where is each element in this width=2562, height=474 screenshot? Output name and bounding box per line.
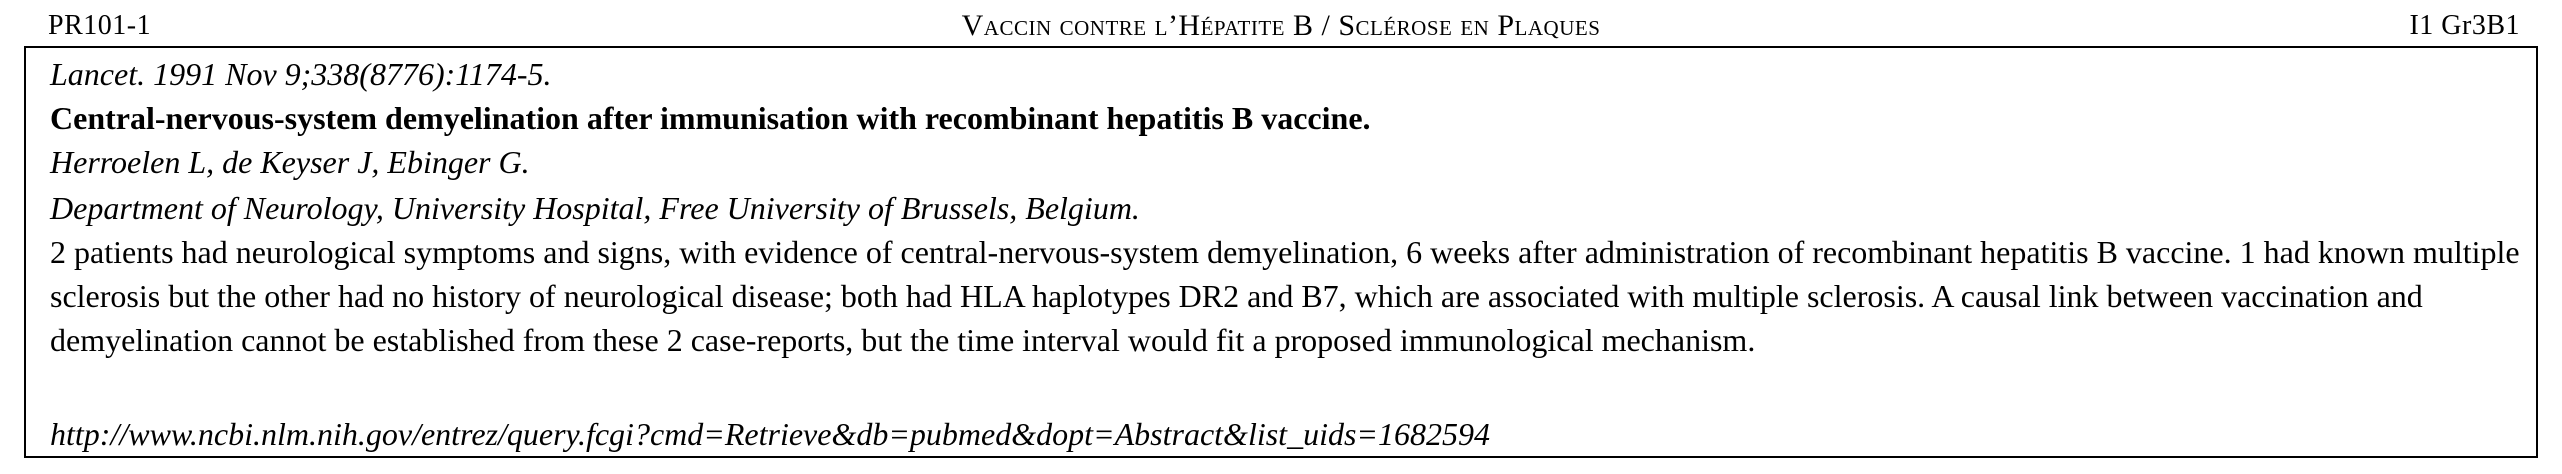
article-box (24, 46, 2538, 458)
abstract: 2 patients had neurological symptoms and signs, with evidence of central-nervous-system demyelination, 6 weeks after administration of recombinant hepatitis B vaccine. 1 had known multiple sclerosis but the other had no history of neurological disease; both had HLA haplotypes DR2 and B7, which are associated with multiple sclerosis. A causal link between vaccination and demyelination cannot be established from these 2 case-reports, but the time interval would fit a proposed immunological mechanism. (50, 234, 2520, 358)
affiliation: Department of Neurology, University Hospital, Free University of Brussels, Belgium. (50, 190, 1140, 226)
document-heading: Vaccin contre l’Hépatite B / Sclérose en Plaques (961, 9, 1601, 42)
citation: Lancet. 1991 Nov 9;338(8776):1174-5. (50, 56, 552, 92)
document-code: PR101-1 (48, 10, 152, 41)
group-code: I1 Gr3B1 (2409, 10, 2520, 41)
source-url: http://www.ncbi.nlm.nih.gov/entrez/query.fcgi?cmd=Retrieve&db=pubmed&dopt=Abstract&list_uids=1682594 (50, 416, 1490, 452)
authors: Herroelen L, de Keyser J, Ebinger G. (50, 144, 530, 180)
page-header (0, 6, 2562, 46)
article-title: Central-nervous-system demyelination after immunisation with recombinant hepatitis B vaccine. (50, 100, 1371, 136)
